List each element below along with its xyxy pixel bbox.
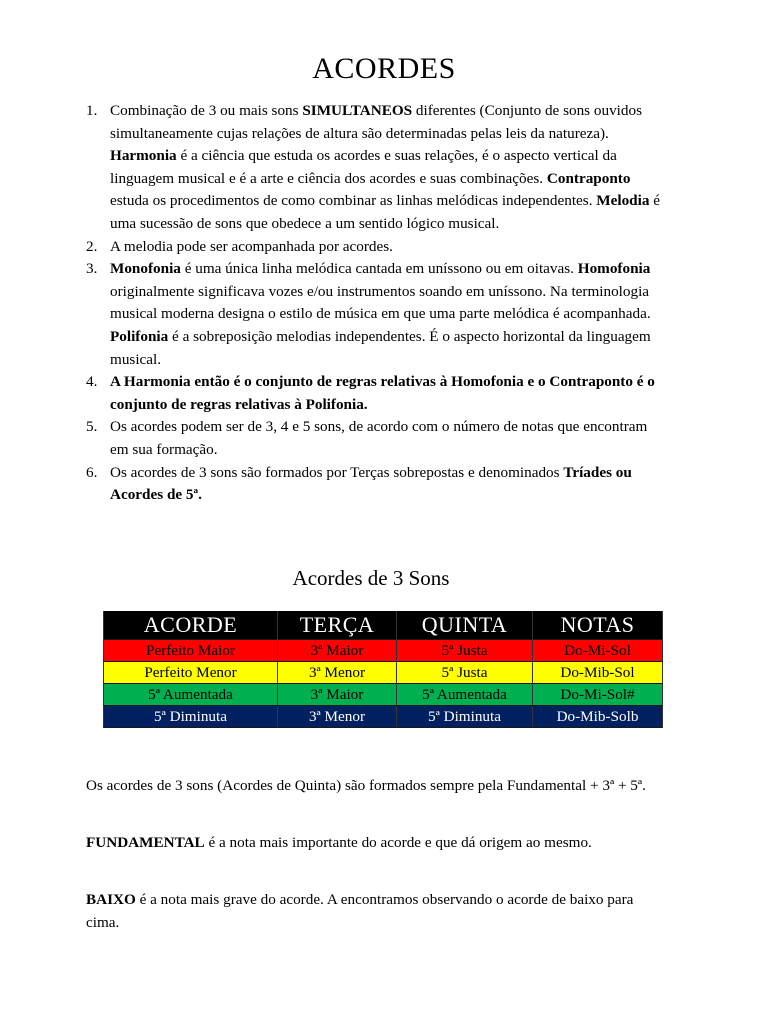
text-segment: é a ciência que estuda os acordes e suas relações, é o aspecto vertical da linguagem musical e é a arte e ciência dos acordes e suas combinações. xyxy=(110,147,617,187)
table-cell: 5ª Justa xyxy=(397,662,533,684)
table-cell: Do-Mib-Solb xyxy=(533,706,663,728)
table-header-cell: TERÇA xyxy=(278,611,397,640)
list-item xyxy=(86,416,666,461)
text-segment: é uma única linha melódica cantada em uníssono ou em oitavas. xyxy=(180,260,578,278)
list-item-number: 3. xyxy=(86,260,98,278)
table-row xyxy=(104,662,663,684)
bold-text: A Harmonia então é o conjunto de regras relativas à Homofonia e o Contraponto é o conjunto de regras relativas à Polifonia. xyxy=(110,373,655,413)
chords-table xyxy=(103,611,663,728)
bold-text: Melodia xyxy=(596,192,650,210)
table-title: Acordes de 3 Sons xyxy=(292,566,450,590)
text-segment: estuda os procedimentos de como combinar as linhas melódicas independentes. xyxy=(110,192,597,210)
table-header-cell: NOTAS xyxy=(533,611,663,640)
text-segment: é a nota mais importante do acorde e que dá origem ao mesmo. xyxy=(204,834,592,851)
list-item-number: 1. xyxy=(86,102,98,119)
text-segment: Os acordes de 3 sons (Acordes de Quinta) são formados sempre pela Fundamental + 3ª + 5ª. xyxy=(86,777,646,794)
table-cell: Do-Mi-Sol# xyxy=(533,684,663,706)
bold-text: Tríades ou Acordes de 5ª. xyxy=(110,463,632,504)
bold-text: Contraponto xyxy=(546,169,631,187)
table-cell: 5ª Aumentada xyxy=(104,684,278,706)
paragraph-fundamental xyxy=(86,832,666,855)
text-segment: originalmente significava vozes e/ou instrumentos soando em uníssono. Na terminologia musical moderna designa o estilo de música em que uma parte melódica é acompanhada. xyxy=(110,282,651,323)
bold-text: SIMULTANEOS xyxy=(302,102,413,119)
paragraph-baixo xyxy=(86,889,666,934)
text-segment: Os acordes podem ser de 3, 4 e 5 sons, de acordo com o número de notas que encontram em sua formação. xyxy=(110,418,648,458)
table-row xyxy=(104,640,663,662)
text-segment: é a sobreposição melodias independentes. É o aspecto horizontal da linguagem musical. xyxy=(110,327,651,368)
page-title: ACORDES xyxy=(312,52,456,85)
table-cell: 3ª Menor xyxy=(278,706,397,728)
list-item xyxy=(86,236,666,259)
table-cell: Do-Mi-Sol xyxy=(533,640,663,662)
list-item xyxy=(86,258,666,371)
table-header-cell: QUINTA xyxy=(397,611,533,640)
bold-text: FUNDAMENTAL xyxy=(86,834,205,851)
numbered-list xyxy=(86,100,666,507)
table-cell: 5ª Aumentada xyxy=(397,684,533,706)
list-item-number: 5. xyxy=(86,418,98,436)
table-cell: 5ª Justa xyxy=(397,640,533,662)
table-cell: Perfeito Maior xyxy=(104,640,278,662)
table-cell: 5ª Diminuta xyxy=(104,706,278,728)
text-segment: Os acordes de 3 sons são formados por Terças sobrepostas e denominados xyxy=(110,463,564,481)
bold-text: Monofonia xyxy=(110,260,181,278)
table-cell: Perfeito Menor xyxy=(104,662,278,684)
text-segment: é uma sucessão de sons que obedece a um sentido lógico musical. xyxy=(110,192,660,232)
table-cell: 5ª Diminuta xyxy=(397,706,533,728)
table-cell: 3ª Maior xyxy=(278,684,397,706)
text-segment: é a nota mais grave do acorde. A encontramos observando o acorde de baixo para cima. xyxy=(86,891,634,931)
list-item-number: 4. xyxy=(86,373,98,391)
table-cell: 3ª Maior xyxy=(278,640,397,662)
paragraph-quinta xyxy=(86,775,666,798)
bold-text: Polifonia xyxy=(110,327,169,345)
text-segment: Combinação de 3 ou mais sons xyxy=(110,102,303,119)
list-item-number: 6. xyxy=(86,463,98,481)
list-item-number: 2. xyxy=(86,237,98,255)
table-cell: Do-Mib-Sol xyxy=(533,662,663,684)
text-segment: A melodia pode ser acompanhada por acordes. xyxy=(110,237,393,255)
list-item xyxy=(86,462,666,507)
table-cell: 3ª Menor xyxy=(278,662,397,684)
list-item xyxy=(86,371,666,416)
bold-text: Harmonia xyxy=(110,147,177,165)
table-header-cell: ACORDE xyxy=(104,611,278,640)
table-header-row xyxy=(104,611,663,640)
bold-text: Homofonia xyxy=(577,260,651,278)
table-row xyxy=(104,706,663,728)
table-row xyxy=(104,684,663,706)
bold-text: BAIXO xyxy=(86,891,136,908)
list-item xyxy=(86,100,666,236)
text-segment: diferentes (Conjunto de sons ouvidos simultaneamente cujas relações de altura são determinadas pelas leis da natureza). xyxy=(110,102,642,142)
